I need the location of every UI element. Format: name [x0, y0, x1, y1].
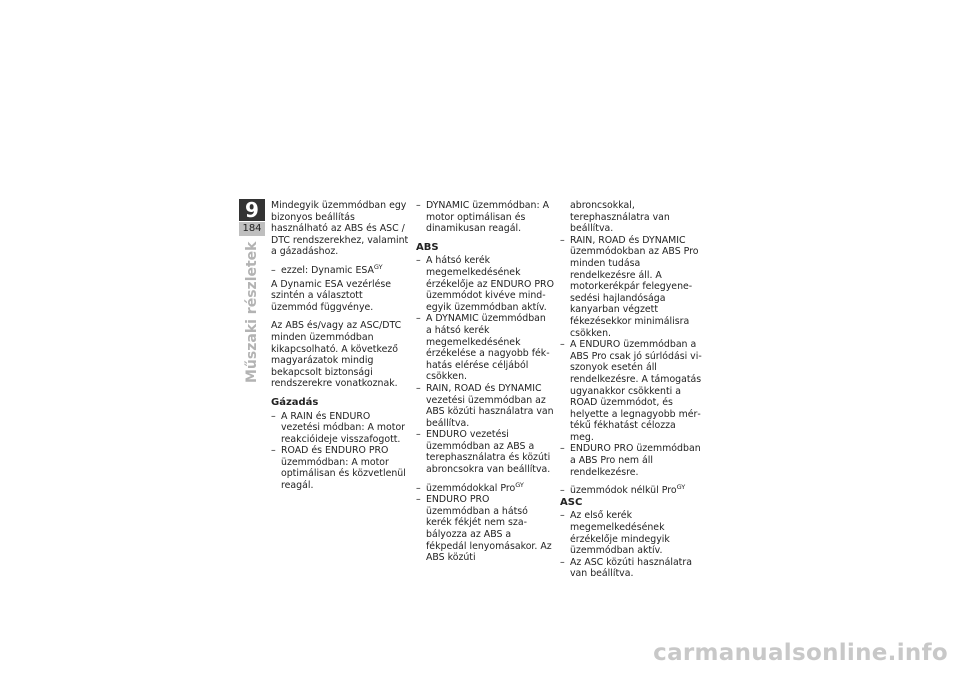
text-column-3	[560, 200, 702, 580]
no-pro-item	[560, 485, 702, 497]
no-pro-superscript: GY	[676, 483, 686, 492]
abs-heading: ABS	[416, 241, 439, 253]
esa-label: ezzel: Dynamic ESA	[281, 264, 374, 276]
abs-item-2: – A DYNAMIC üzemmódban a hátsó kerék megemelkedésének érzékelése a nagyobb fékhatás elérése céljából csökken.	[416, 313, 554, 383]
esa-superscript: GY	[373, 262, 383, 271]
asc-item-2: – Az ASC közúti használatra van beállítva.	[560, 557, 702, 580]
esa-paragraph: A Dynamic ESA vezérlése szintén a választott üzemmód függvénye.	[271, 278, 392, 313]
text-column-2	[416, 200, 554, 564]
gazadas-item-1: – A RAIN és ENDURO vezetési módban: A motor reakcióideje visszafogott.	[271, 411, 409, 446]
asc-item-1: – Az első kerék megemelkedésének érzékelője mindegyik üzemmódban aktív.	[560, 510, 702, 556]
text-column-1	[271, 200, 409, 492]
chapter-number-badge: 9	[239, 199, 265, 221]
abs-item-1: – A hátsó kerék megemelkedésének érzékelője az ENDURO PRO üzemmódot kivéve mindegyik üzemmódban aktív.	[416, 255, 554, 313]
abs-pro-superscript: GY	[515, 480, 524, 489]
esa-list-item	[271, 262, 409, 277]
dynamic-mode-item: – DYNAMIC üzemmódban: A motor optimálisan és dinamikusan reagál.	[416, 200, 554, 235]
intro-paragraph: Mindegyik üzemmódban egy bizonyos beállítás használható az ABS és ASC / DTC rendszerekhez, valamint a gázadáshoz.	[271, 200, 409, 258]
page-number: 184	[239, 222, 265, 236]
abs-pro-item-2: – A ENDURO üzemmódban a ABS Pro csak jó súrlódási viszonyok esetén áll rendelkezésre. A támogatás ugyanakkor csökkenti a ROAD üzemmódot, és helyette a legnagyobb mértékű fékhatást célozza meg.	[560, 339, 702, 443]
abs-item-3: – RAIN, ROAD és DYNAMIC vezetési üzemmódban az ABS közúti használatra van beállítva.	[416, 383, 554, 429]
abs-pro-label: üzemmódokkal Pro	[426, 482, 516, 494]
safety-systems-paragraph: Az ABS és/vagy az ASC/DTC minden üzemmódban kikapcsolható. A következő magyarázatok mindig bekapcsolt biztonsági rendszerekre vonatkoznak.	[271, 320, 402, 390]
continuation-text: abroncsokkal, terephasználatra van beállítva.	[570, 200, 670, 235]
asc-heading: ASC	[560, 496, 583, 508]
abs-item-4: – ENDURO vezetési üzemmódban az ABS a terephasználatra és közúti abroncsokra van beállítva.	[416, 429, 554, 475]
abs-pro-item	[416, 480, 554, 495]
gazadas-heading: Gázadás	[271, 396, 319, 408]
gazadas-item-2: – ROAD és ENDURO PRO üzemmódban: A motor optimálisan és közvetlenül reagál.	[271, 445, 409, 491]
abs-pro-item-1: – RAIN, ROAD és DYNAMIC üzemmódokban az ABS Pro minden tudása rendelkezésre áll. A motorkerékpár felegyenesedési hajlandósága kanyarban végzett fékezésekkor minimálisra csökken.	[560, 235, 702, 339]
enduro-pro-item: – ENDURO PRO üzemmódban a hátsó kerék fékjét nem szabályozza az ABS a fékpedál lenyomásakor. Az ABS közúti	[416, 494, 554, 564]
watermark-text: carmanualsonline.info	[653, 640, 948, 666]
section-title-vertical: Műszaki részletek	[244, 241, 260, 383]
abs-pro-item-3: – ENDURO PRO üzemmódban a ABS Pro nem áll rendelkezésre.	[560, 443, 702, 478]
no-pro-label: üzemmódok nélkül Pro	[570, 485, 677, 497]
